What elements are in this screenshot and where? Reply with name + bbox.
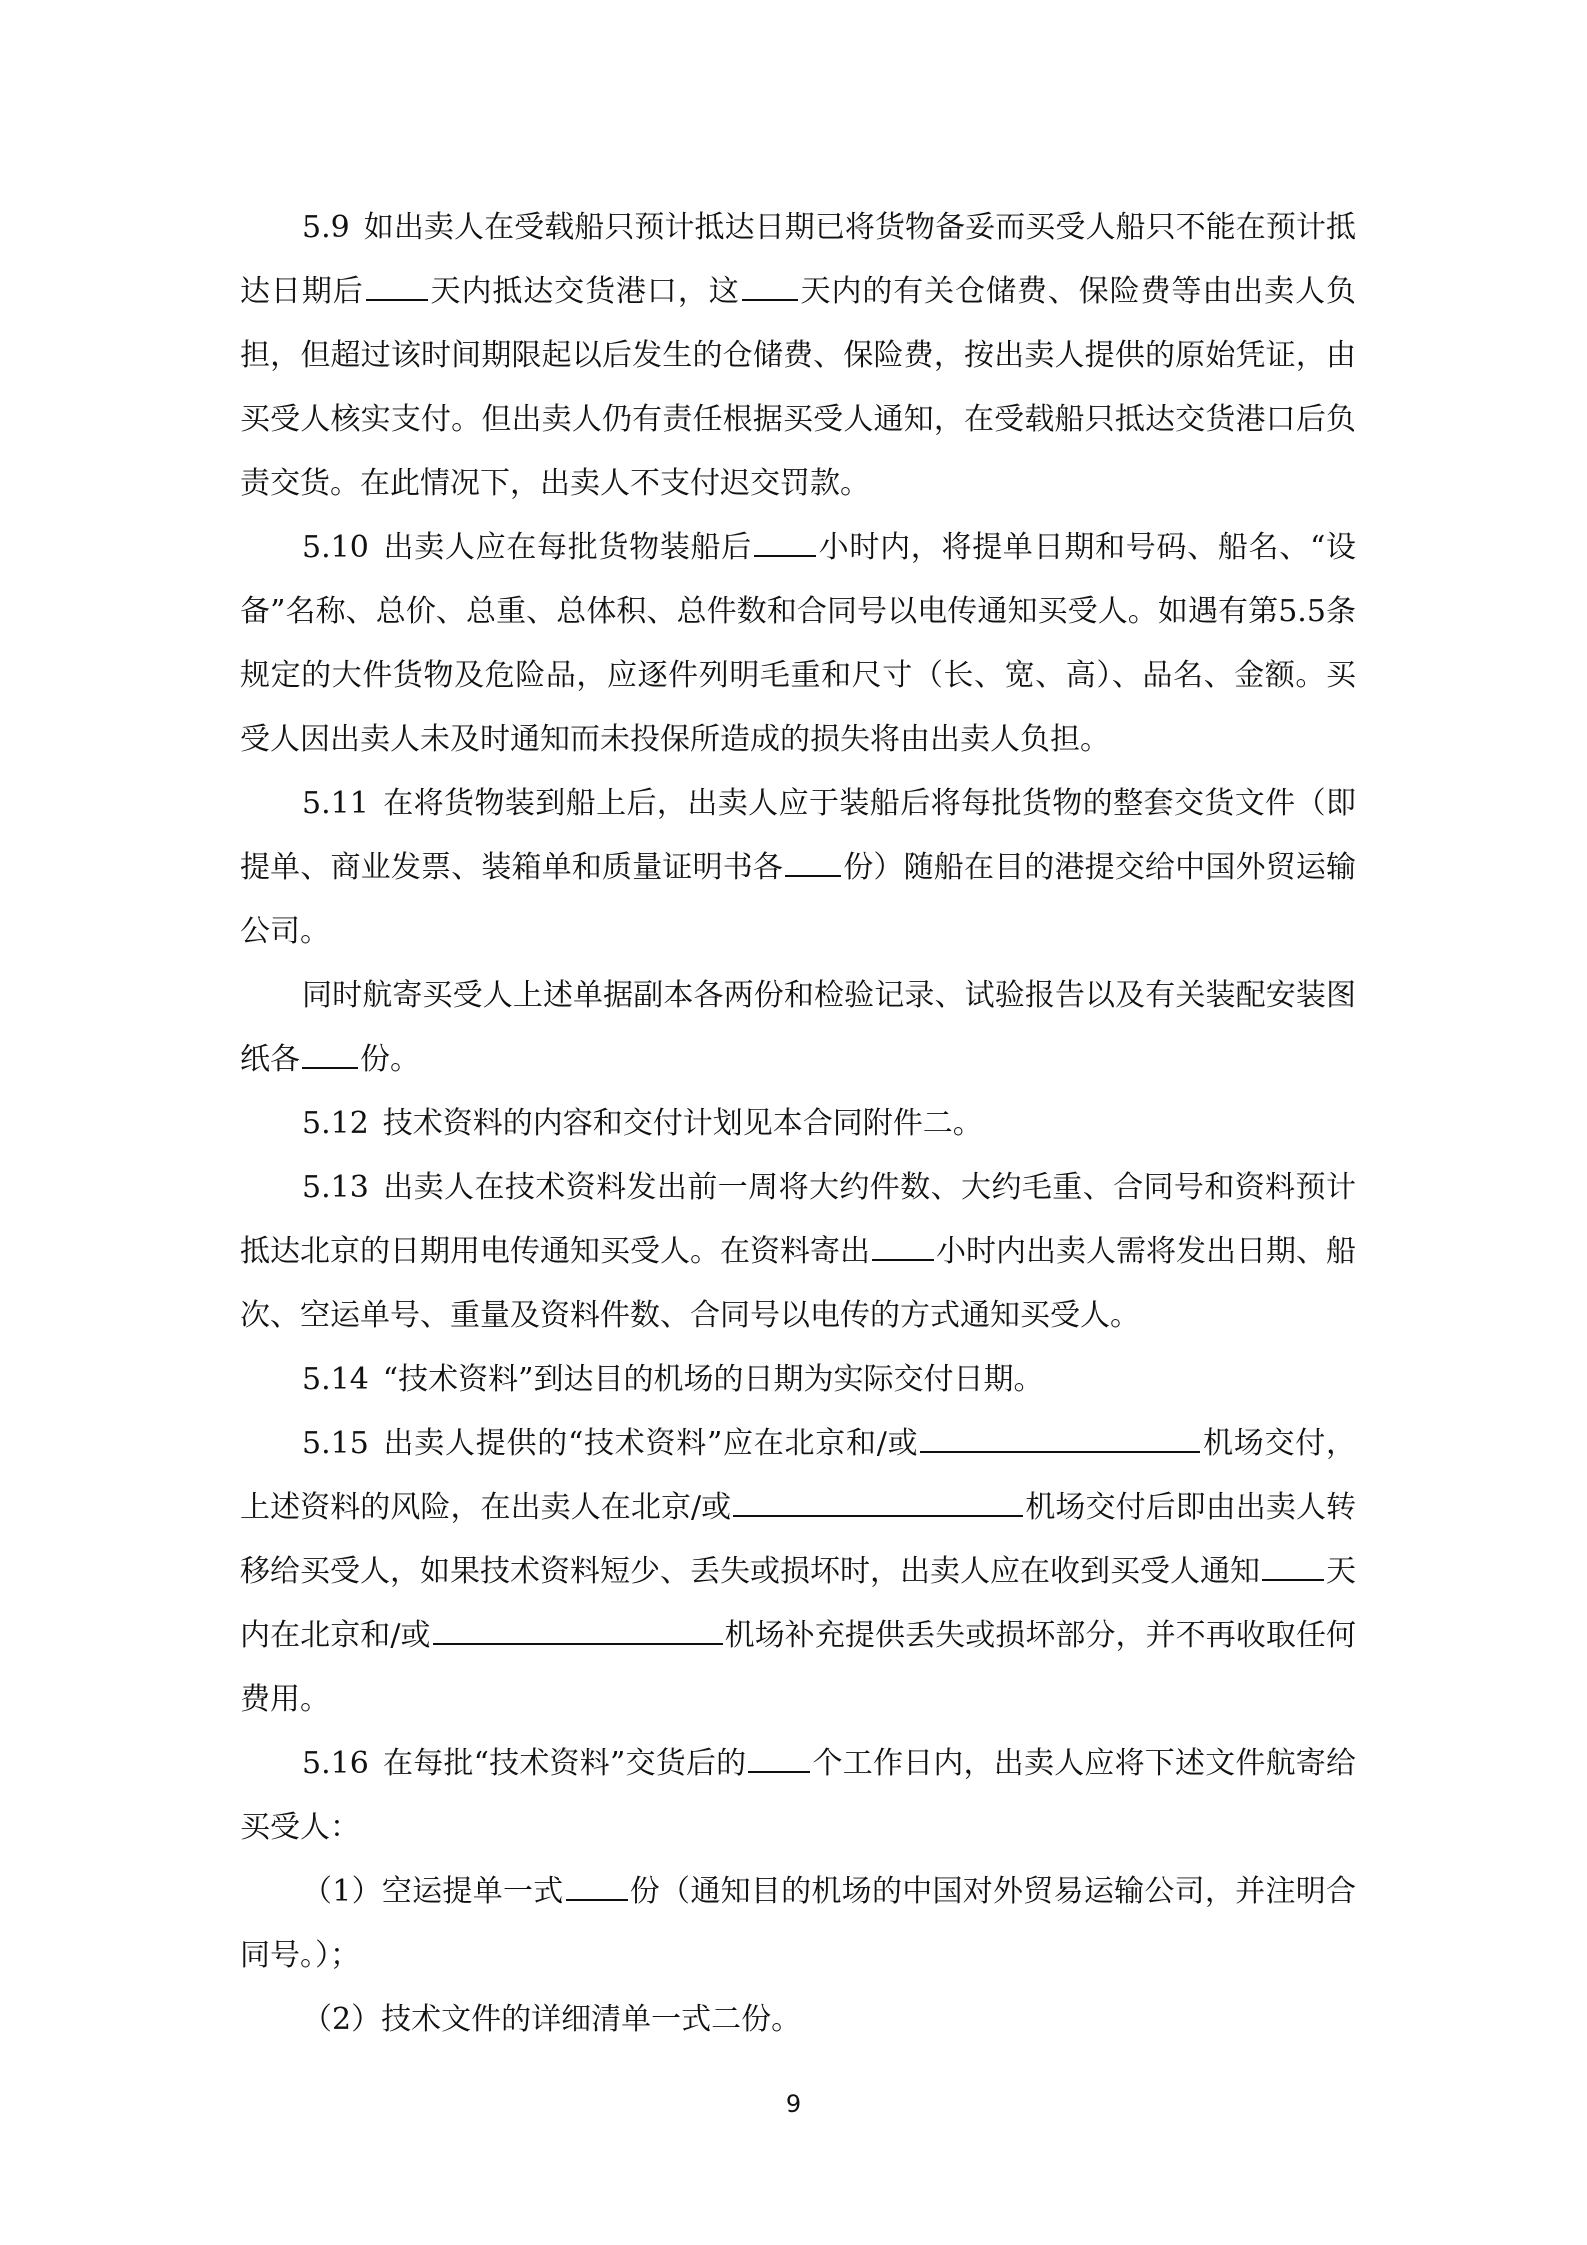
clause-number: 5.10 (302, 530, 369, 565)
blank-field[interactable] (748, 1741, 810, 1773)
blank-field[interactable] (754, 525, 816, 557)
blank-field[interactable] (872, 1229, 934, 1261)
clause-text: 份（通知目的机场的中国对外贸易运输公司，并注明合同号。）； (240, 1874, 1356, 1973)
clause-5-9 (240, 196, 1356, 516)
page-number: 9 (785, 2090, 802, 2118)
clause-5-12 (240, 1092, 1356, 1156)
clause-number: 5.12 (302, 1106, 369, 1141)
clause-text: 机场补充提供丢失或损坏部分，并不再收取任何费用。 (240, 1618, 1357, 1717)
blank-field[interactable] (1262, 1549, 1324, 1581)
clause-text: 在每批“技术资料”交货后的 (382, 1746, 747, 1781)
clause-text: 出卖人应在每批货物装船后 (382, 530, 752, 565)
blank-field[interactable] (433, 1613, 723, 1645)
clause-text: 天内抵达交货港口，这 (429, 274, 740, 309)
document-body (240, 196, 1356, 2052)
blank-field[interactable] (733, 1485, 1023, 1517)
clause-text: 如出卖人在受载船只预计抵达日期已将货物备妥而买受人船只不能在预计抵达日期后 (240, 210, 1356, 309)
clause-number: 5.9 (302, 210, 350, 245)
clause-text: 份。 (360, 1042, 420, 1077)
blank-field[interactable] (785, 845, 841, 877)
blank-field[interactable] (366, 269, 428, 301)
clause-text: （1）空运提单一式 (302, 1874, 564, 1909)
clause-5-10 (240, 516, 1356, 772)
blank-field[interactable] (920, 1421, 1200, 1453)
clause-text: （2）技术文件的详细清单一式二份。 (302, 2002, 802, 2037)
clause-text: 份）随船在目的港提交给中国外贸运输公司。 (240, 850, 1357, 949)
clause-text: 天内的有关仓储费、保险费等由出卖人负担，但超过该时间期限起以后发生的仓储费、保险费，按出卖人提供的原始凭证，由买受人核实支付。但出卖人仍有责任根据买受人通知，在受载船只抵达交货港口后负责交货。在此情况下，出卖人不支付迟交罚款。 (240, 274, 1357, 501)
clause-number: 5.15 (302, 1426, 369, 1461)
clause-text: 小时内出卖人需将发出日期、船次、空运单号、重量及资料件数、合同号以电传的方式通知买受人。 (240, 1234, 1356, 1333)
clause-text: 在将货物装到船上后，出卖人应于装船后将每批货物的整套交货文件（即提单、商业发票、装箱单和质量证明书各 (240, 786, 1356, 885)
clause-text: 天内在北京和/或 (240, 1554, 1356, 1653)
clause-text: 出卖人在技术资料发出前一周将大约件数、大约毛重、合同号和资料预计抵达北京的日期用电传通知买受人。在资料寄出 (240, 1170, 1356, 1269)
clause-5-14 (240, 1348, 1356, 1412)
clause-text: 个工作日内，出卖人应将下述文件航寄给买受人： (240, 1746, 1356, 1845)
blank-field[interactable] (566, 1869, 628, 1901)
blank-field[interactable] (302, 1037, 358, 1069)
list-item-1 (240, 1860, 1356, 1988)
clause-number: 5.11 (302, 786, 369, 821)
clause-text: “技术资料”到达目的机场的日期为实际交付日期。 (382, 1362, 1044, 1397)
clause-text: 机场交付后即由出卖人转移给买受人，如果技术资料短少、丢失或损坏时，出卖人应在收到买受人通知 (240, 1490, 1357, 1589)
clause-number: 5.16 (302, 1746, 369, 1781)
clause-5-15 (240, 1412, 1356, 1732)
clause-number: 5.13 (302, 1170, 369, 1205)
clause-5-11 (240, 772, 1356, 964)
blank-field[interactable] (742, 269, 798, 301)
clause-number: 5.14 (302, 1362, 369, 1397)
clause-5-16 (240, 1732, 1356, 1860)
clause-text: 机场交付，上述资料的风险，在出卖人在北京/或 (240, 1426, 1357, 1525)
clause-5-13 (240, 1156, 1356, 1348)
clause-text: 小时内，将提单日期和号码、船名、“设备”名称、总价、总重、总体积、总件数和合同号以电传通知买受人。如遇有第5.5条规定的大件货物及危险品，应逐件列明毛重和尺寸（长、宽、高）、品名、金额。买受人因出卖人未及时通知而未投保所造成的损失将由出卖人负担。 (240, 530, 1356, 757)
clause-text: 同时航寄买受人上述单据副本各两份和检验记录、试验报告以及有关装配安装图纸各 (240, 978, 1356, 1077)
clause-5-11-continued (240, 964, 1356, 1092)
clause-text: 出卖人提供的“技术资料”应在北京和/或 (382, 1426, 919, 1461)
clause-text: 技术资料的内容和交付计划见本合同附件二。 (382, 1106, 983, 1141)
list-item-2 (240, 1988, 1356, 2052)
